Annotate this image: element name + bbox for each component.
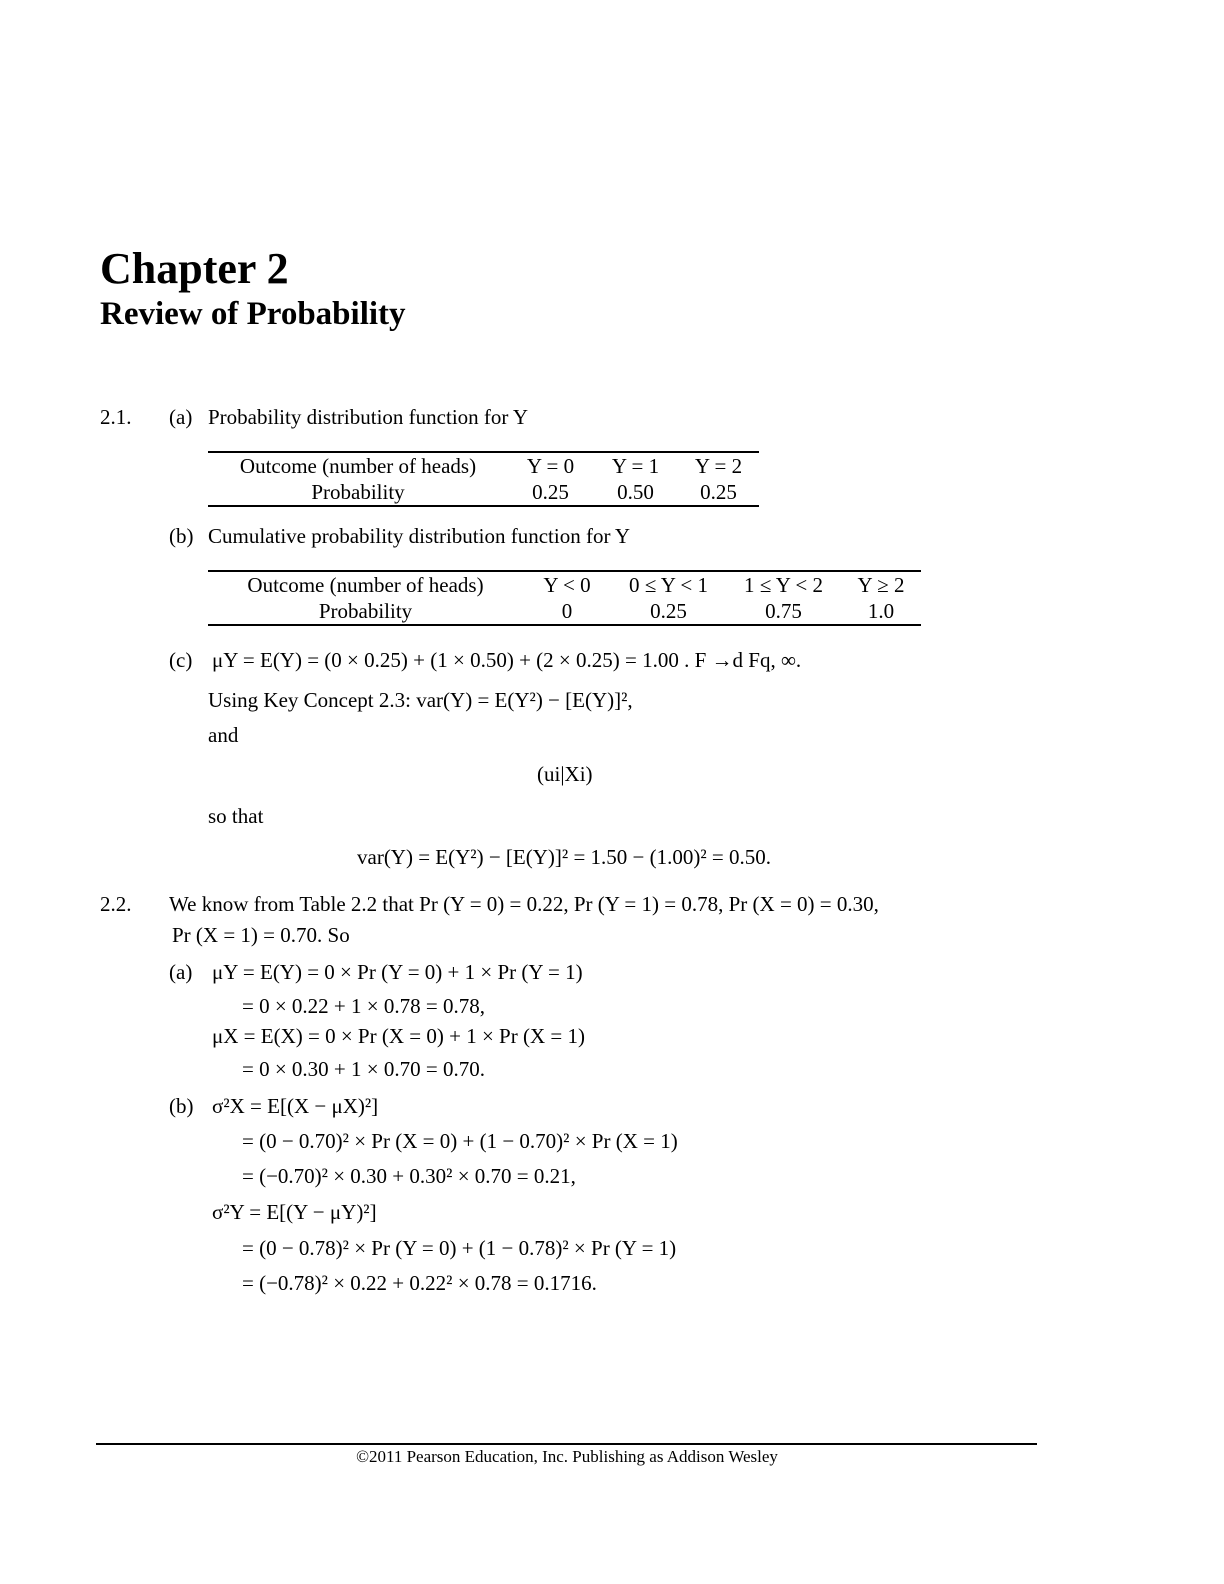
table-cell: Probability [208,479,508,506]
table-cell: 0.25 [678,479,759,506]
variance-x-step: = (0 − 0.70)² × Pr (X = 0) + (1 − 0.70)² × Pr (X = 1) [242,1129,678,1153]
table-header-cell: 0 ≤ Y < 1 [611,571,726,598]
table-header-cell: Outcome (number of heads) [208,571,523,598]
variance-y-step: = (0 − 0.78)² × Pr (Y = 0) + (1 − 0.78)² × Pr (Y = 1) [242,1236,677,1260]
table-cell: 0.25 [611,598,726,625]
chapter-title: Chapter 2 [100,244,289,293]
table-cell: 0.25 [508,479,593,506]
intro-line-1: We know from Table 2.2 that Pr (Y = 0) = 0.22, Pr (Y = 1) = 0.78, Pr (X = 0) = 0.30, [169,892,879,916]
footer-rule [96,1443,1037,1445]
footer-copyright: ©2011 Pearson Education, Inc. Publishing as Addison Wesley [356,1447,778,1466]
table-header-cell: Outcome (number of heads) [208,452,508,479]
key-concept-line: Using Key Concept 2.3: var(Y) = E(Y²) − [E(Y)]², [208,688,633,712]
mean-equation: μY = E(Y) = (0 × 0.25) + (1 × 0.50) + (2 × 0.25) = 1.00 . F →d Fq, ∞. [212,648,802,672]
variance-y-result: = (−0.78)² × 0.22 + 0.22² × 0.78 = 0.1716. [242,1271,597,1295]
table-cell: 0 [523,598,611,625]
part-b-text: Cumulative probability distribution function for Y [208,524,631,548]
part-b-label: (b) [169,1094,194,1118]
so-that-text: so that [208,804,264,828]
part-a-label: (a) [169,960,193,984]
probability-table [208,451,759,507]
and-text: and [208,723,239,747]
table-header-cell: Y = 0 [508,452,593,479]
variance-x-definition: σ²X = E[(X − μX)²] [212,1094,379,1118]
part-a-text: Probability distribution function for Y [208,405,529,429]
intro-line-2: Pr (X = 1) = 0.70. So [172,923,350,947]
table-cell: 0.75 [726,598,841,625]
part-a-label: (a) [169,405,193,429]
table-header-cell: Y = 2 [678,452,759,479]
variance-equation: var(Y) = E(Y²) − [E(Y)]² = 1.50 − (1.00)² = 0.50. [357,845,772,869]
table-header-cell: 1 ≤ Y < 2 [726,571,841,598]
mean-x-result: = 0 × 0.30 + 1 × 0.70 = 0.70. [242,1057,485,1081]
mean-x-line: μX = E(X) = 0 × Pr (X = 0) + 1 × Pr (X = 1) [212,1024,585,1048]
variance-y-definition: σ²Y = E[(Y − μY)²] [212,1200,377,1224]
table-cell: 1.0 [841,598,921,625]
table-header-cell: Y ≥ 2 [841,571,921,598]
chapter-subtitle: Review of Probability [100,296,406,332]
problem-number-2-1: 2.1. [100,405,132,429]
part-b-label: (b) [169,524,194,548]
conditional-expression: (ui|Xi) [537,762,593,786]
part-c-label: (c) [169,648,193,672]
mean-y-result: = 0 × 0.22 + 1 × 0.78 = 0.78, [242,994,485,1018]
variance-x-result: = (−0.70)² × 0.30 + 0.30² × 0.70 = 0.21, [242,1164,576,1188]
cumulative-probability-table [208,570,921,626]
problem-number-2-2: 2.2. [100,892,132,916]
table-header-cell: Y < 0 [523,571,611,598]
mean-y-line: μY = E(Y) = 0 × Pr (Y = 0) + 1 × Pr (Y = 1) [212,960,583,984]
table-cell: 0.50 [593,479,678,506]
table-cell: Probability [208,598,523,625]
table-header-cell: Y = 1 [593,452,678,479]
